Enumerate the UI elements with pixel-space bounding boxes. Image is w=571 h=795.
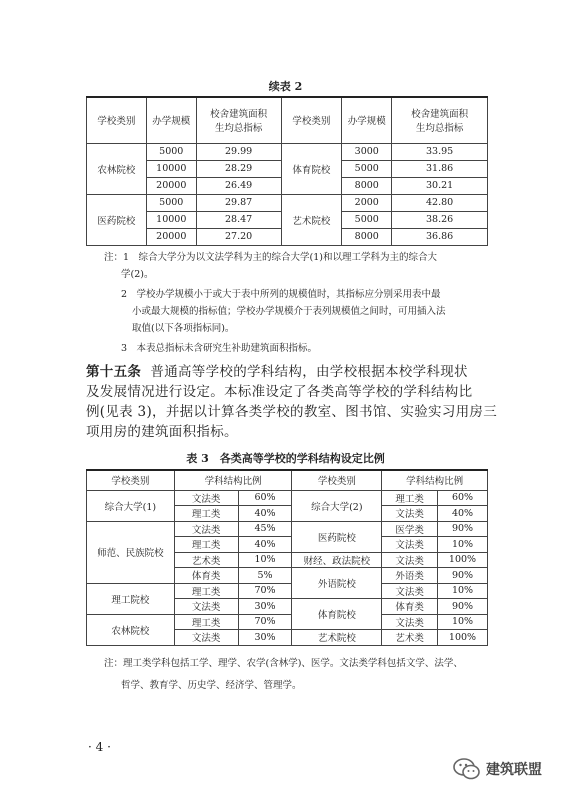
t3-discipline-cell: 文法类 — [382, 537, 438, 553]
t2-scale-cell: 5000 — [146, 143, 196, 160]
t3-ratio-cell: 40% — [438, 506, 488, 522]
t3-discipline-cell: 体育类 — [382, 599, 438, 615]
t2-category-cell: 体育院校 — [281, 143, 342, 194]
t2-scale-cell: 2000 — [342, 194, 392, 211]
t3-header-ratio-right: 学科结构比例 — [382, 470, 488, 490]
t2-header-index-right: 校舍建筑面积 生均总指标 — [392, 97, 488, 143]
t3-ratio-cell: 10% — [438, 614, 488, 630]
t3-ratio-cell: 70% — [238, 583, 292, 599]
watermark — [452, 756, 542, 782]
t2-header-scale-right: 办学规模 — [342, 97, 392, 143]
t2-index-cell: 31.86 — [392, 160, 488, 177]
table2 — [86, 96, 488, 246]
t2-index-cell: 26.49 — [196, 177, 281, 194]
t3-ratio-cell: 10% — [438, 537, 488, 553]
t3-header-category-left: 学校类别 — [87, 470, 175, 490]
t3-ratio-cell: 45% — [238, 521, 292, 537]
t3-ratio-cell: 70% — [238, 614, 292, 630]
t3-ratio-cell: 90% — [438, 521, 488, 537]
t2-index-cell: 38.26 — [392, 211, 488, 228]
t2-index-cell: 28.47 — [196, 211, 281, 228]
t3-ratio-cell: 60% — [438, 490, 488, 506]
t3-ratio-cell: 40% — [238, 506, 292, 522]
note2-line: 3 本表总指标未含研究生补助建筑面积指标。 — [121, 343, 318, 354]
t3-discipline-cell: 外语类 — [382, 568, 438, 584]
t3-category-cell: 农林院校 — [87, 614, 175, 645]
note2-line: 注：1 综合大学分为以文法学科为主的综合大学(1)和以理工学科为主的综合大 — [104, 252, 438, 263]
table-row — [87, 143, 488, 160]
t3-ratio-cell: 60% — [238, 490, 292, 506]
t2-index-cell: 28.29 — [196, 160, 281, 177]
t3-discipline-cell: 体育类 — [174, 568, 238, 584]
t3-discipline-cell: 文法类 — [174, 490, 238, 506]
t2-scale-cell: 8000 — [342, 228, 392, 245]
article-line: 及发展情况进行设定。本标准设定了各类高等学校的学科结构比 — [86, 384, 473, 400]
t2-index-cell: 30.21 — [392, 177, 488, 194]
article-line: 普通高等学校的学科结构，由学校根据本校学科现状 — [150, 364, 468, 380]
t3-discipline-cell: 文法类 — [174, 521, 238, 537]
watermark-text: 建筑联盟 — [486, 762, 542, 778]
t3-ratio-cell: 10% — [438, 583, 488, 599]
t3-discipline-cell: 艺术类 — [382, 630, 438, 646]
page-number: · 4 · — [88, 740, 111, 754]
table-row — [87, 583, 488, 599]
table3-caption: 表 3 各类高等学校的学科结构设定比例 — [186, 452, 385, 465]
t2-scale-cell: 10000 — [146, 160, 196, 177]
t2-header-index-left: 校舍建筑面积 生均总指标 — [196, 97, 281, 143]
t3-discipline-cell: 文法类 — [174, 630, 238, 646]
t2-category-cell: 医药院校 — [87, 194, 147, 245]
t3-header-ratio-left: 学科结构比例 — [174, 470, 292, 490]
article-line: 例(见表 3)，并据以计算各类学校的教室、图书馆、实验实习用房三 — [86, 404, 498, 420]
t2-category-cell: 艺术院校 — [281, 194, 342, 245]
t2-index-cell: 42.80 — [392, 194, 488, 211]
article-15 — [86, 362, 506, 442]
t3-discipline-cell: 理工类 — [382, 490, 438, 506]
t2-header-scale-left: 办学规模 — [146, 97, 196, 143]
table-row — [87, 194, 488, 211]
t3-discipline-cell: 理工类 — [174, 506, 238, 522]
t3-discipline-cell: 理工类 — [174, 614, 238, 630]
t3-header-category-right: 学校类别 — [292, 470, 382, 490]
note3-line: 注：理工类学科包括工学、理学、农学(含林学)、医学。文法类学科包括文学、法学、 — [104, 658, 463, 669]
t2-index-cell: 33.95 — [392, 143, 488, 160]
t2-category-cell: 农林院校 — [87, 143, 147, 194]
t3-discipline-cell: 医学类 — [382, 521, 438, 537]
t3-category-cell: 综合大学(1) — [87, 490, 175, 521]
table2-caption: 续表 2 — [268, 80, 303, 93]
t3-discipline-cell: 文法类 — [382, 552, 438, 568]
t3-ratio-cell: 5% — [238, 568, 292, 584]
wechat-icon — [452, 756, 482, 782]
t2-scale-cell: 20000 — [146, 228, 196, 245]
t2-scale-cell: 8000 — [342, 177, 392, 194]
t3-category-cell: 艺术院校 — [292, 630, 382, 646]
t2-scale-cell: 5000 — [342, 160, 392, 177]
t3-category-cell: 体育院校 — [292, 599, 382, 630]
t3-ratio-cell: 10% — [238, 552, 292, 568]
t3-discipline-cell: 理工类 — [174, 583, 238, 599]
t2-index-cell: 36.86 — [392, 228, 488, 245]
t3-ratio-cell: 90% — [438, 568, 488, 584]
t3-discipline-cell: 理工类 — [174, 537, 238, 553]
t2-scale-cell: 5000 — [146, 194, 196, 211]
note2-line: 2 学校办学规模小于或大于表中所列的规模值时，其指标应分别采用表中最 — [121, 289, 441, 300]
note2-line: 取值(以下各项指标同)。 — [132, 323, 235, 334]
t3-discipline-cell: 文法类 — [382, 583, 438, 599]
t2-scale-cell: 5000 — [342, 211, 392, 228]
t3-ratio-cell: 30% — [238, 630, 292, 646]
t3-category-cell: 综合大学(2) — [292, 490, 382, 521]
t3-discipline-cell: 文法类 — [382, 506, 438, 522]
t2-scale-cell: 3000 — [342, 143, 392, 160]
note2-line: 学(2)。 — [121, 269, 154, 280]
table-row — [87, 490, 488, 506]
t3-discipline-cell: 艺术类 — [174, 552, 238, 568]
note2-line: 小或最大规模的指标值；学校办学规模介于表列规模值之间时，可用插入法 — [132, 306, 446, 317]
t2-header-category-right: 学校类别 — [281, 97, 342, 143]
t3-discipline-cell: 文法类 — [382, 614, 438, 630]
t2-scale-cell: 20000 — [146, 177, 196, 194]
t3-ratio-cell: 30% — [238, 599, 292, 615]
t2-scale-cell: 10000 — [146, 211, 196, 228]
t3-category-cell: 医药院校 — [292, 521, 382, 552]
t3-ratio-cell: 100% — [438, 552, 488, 568]
table-row — [87, 614, 488, 630]
note3-line: 哲学、教育学、历史学、经济学、管理学。 — [121, 680, 302, 691]
t3-ratio-cell: 90% — [438, 599, 488, 615]
t2-header-category-left: 学校类别 — [87, 97, 147, 143]
t3-category-cell: 财经、政法院校 — [292, 552, 382, 568]
t3-category-cell: 师范、民族院校 — [87, 521, 175, 583]
t2-index-cell: 29.99 — [196, 143, 281, 160]
t3-category-cell: 理工院校 — [87, 583, 175, 614]
t2-index-cell: 27.20 — [196, 228, 281, 245]
table2-notes — [104, 249, 504, 357]
t2-index-cell: 29.87 — [196, 194, 281, 211]
table3 — [86, 469, 488, 646]
article-line: 项用房的建筑面积指标。 — [86, 424, 238, 440]
t3-ratio-cell: 100% — [438, 630, 488, 646]
table-row — [87, 521, 488, 537]
table3-notes — [104, 655, 514, 694]
t3-ratio-cell: 40% — [238, 537, 292, 553]
article-label: 第十五条 — [86, 364, 142, 380]
t3-category-cell: 外语院校 — [292, 568, 382, 599]
t3-discipline-cell: 文法类 — [174, 599, 238, 615]
